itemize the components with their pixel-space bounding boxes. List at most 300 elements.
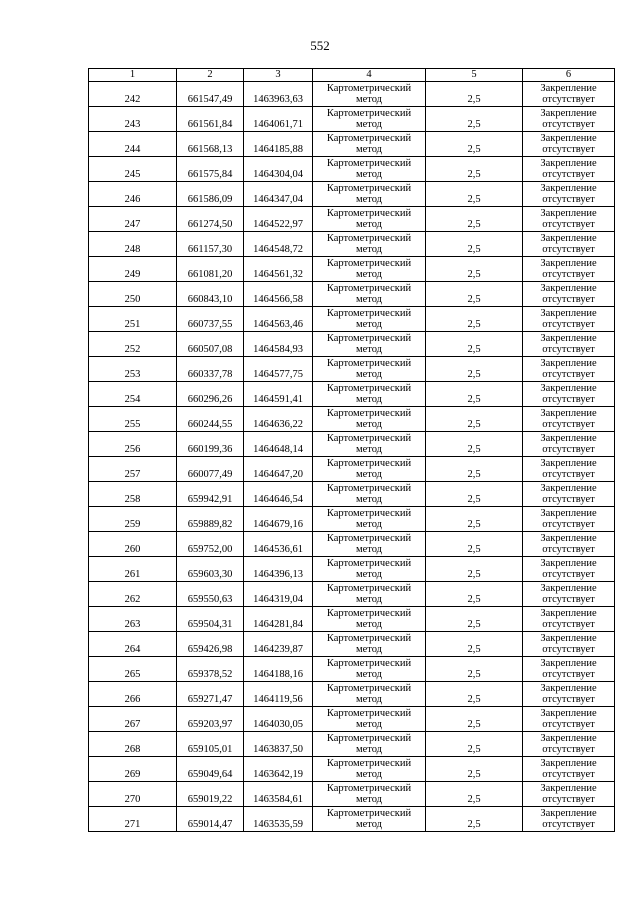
method-line-2: метод bbox=[355, 344, 383, 355]
accuracy: 2,5 bbox=[426, 432, 523, 457]
determination-method bbox=[313, 307, 426, 332]
coordinate-x: 659105,01 bbox=[177, 732, 244, 757]
fix-line-2: отсутствует bbox=[542, 519, 595, 530]
accuracy: 2,5 bbox=[426, 382, 523, 407]
accuracy: 2,5 bbox=[426, 532, 523, 557]
fixing-description bbox=[523, 157, 615, 182]
fix-line-1: Закрепление bbox=[540, 282, 597, 294]
method-line-1: Картометрический bbox=[326, 432, 412, 444]
coordinate-y: 1464636,22 bbox=[244, 407, 313, 432]
coordinate-y: 1464536,61 bbox=[244, 532, 313, 557]
method-line-2: метод bbox=[355, 644, 383, 655]
method-line-2: метод bbox=[355, 719, 383, 730]
coordinate-y: 1464061,71 bbox=[244, 107, 313, 132]
fix-line-2: отсутствует bbox=[542, 194, 595, 205]
fixing-description bbox=[523, 282, 615, 307]
coordinate-x: 661157,30 bbox=[177, 232, 244, 257]
coordinate-x: 659889,82 bbox=[177, 507, 244, 532]
determination-method bbox=[313, 82, 426, 107]
method-line-1: Картометрический bbox=[326, 782, 412, 794]
coordinate-x: 661561,84 bbox=[177, 107, 244, 132]
method-line-1: Картометрический bbox=[326, 607, 412, 619]
column-header-2: 2 bbox=[177, 69, 244, 82]
fix-line-2: отсутствует bbox=[542, 444, 595, 455]
determination-method bbox=[313, 632, 426, 657]
fix-line-2: отсутствует bbox=[542, 644, 595, 655]
accuracy: 2,5 bbox=[426, 182, 523, 207]
fix-line-1: Закрепление bbox=[540, 532, 597, 544]
fix-line-1: Закрепление bbox=[540, 357, 597, 369]
method-line-2: метод bbox=[355, 769, 383, 780]
column-header-6: 6 bbox=[523, 69, 615, 82]
fixing-description bbox=[523, 732, 615, 757]
point-number: 262 bbox=[89, 582, 177, 607]
fix-line-2: отсутствует bbox=[542, 544, 595, 555]
method-line-2: метод bbox=[355, 669, 383, 680]
column-header-1: 1 bbox=[89, 69, 177, 82]
determination-method bbox=[313, 107, 426, 132]
fix-line-2: отсутствует bbox=[542, 619, 595, 630]
accuracy: 2,5 bbox=[426, 607, 523, 632]
fixing-description bbox=[523, 107, 615, 132]
table-row bbox=[89, 682, 615, 707]
fix-line-2: отсутствует bbox=[542, 244, 595, 255]
determination-method bbox=[313, 582, 426, 607]
coordinate-x: 661568,13 bbox=[177, 132, 244, 157]
fixing-description bbox=[523, 632, 615, 657]
method-line-1: Картометрический bbox=[326, 407, 412, 419]
fix-line-1: Закрепление bbox=[540, 607, 597, 619]
determination-method bbox=[313, 807, 426, 832]
coordinate-x: 661586,09 bbox=[177, 182, 244, 207]
point-number: 251 bbox=[89, 307, 177, 332]
table-row bbox=[89, 557, 615, 582]
coordinate-x: 660077,49 bbox=[177, 457, 244, 482]
determination-method bbox=[313, 282, 426, 307]
determination-method bbox=[313, 507, 426, 532]
fix-line-2: отсутствует bbox=[542, 819, 595, 830]
table-row bbox=[89, 182, 615, 207]
fix-line-1: Закрепление bbox=[540, 807, 597, 819]
fix-line-1: Закрепление bbox=[540, 507, 597, 519]
point-number: 253 bbox=[89, 357, 177, 382]
fixing-description bbox=[523, 482, 615, 507]
coordinate-y: 1464185,88 bbox=[244, 132, 313, 157]
determination-method bbox=[313, 382, 426, 407]
fix-line-2: отсутствует bbox=[542, 219, 595, 230]
fixing-description bbox=[523, 682, 615, 707]
point-number: 249 bbox=[89, 257, 177, 282]
point-number: 270 bbox=[89, 782, 177, 807]
method-line-2: метод bbox=[355, 794, 383, 805]
table-row bbox=[89, 757, 615, 782]
determination-method bbox=[313, 207, 426, 232]
fixing-description bbox=[523, 232, 615, 257]
table-row bbox=[89, 782, 615, 807]
fixing-description bbox=[523, 532, 615, 557]
fixing-description bbox=[523, 132, 615, 157]
coordinate-y: 1464646,54 bbox=[244, 482, 313, 507]
coordinate-x: 659203,97 bbox=[177, 707, 244, 732]
coordinate-y: 1463963,63 bbox=[244, 82, 313, 107]
accuracy: 2,5 bbox=[426, 732, 523, 757]
method-line-1: Картометрический bbox=[326, 107, 412, 119]
coordinate-x: 661081,20 bbox=[177, 257, 244, 282]
fix-line-1: Закрепление bbox=[540, 782, 597, 794]
table-row bbox=[89, 157, 615, 182]
coordinate-y: 1464591,41 bbox=[244, 382, 313, 407]
method-line-1: Картометрический bbox=[326, 307, 412, 319]
accuracy: 2,5 bbox=[426, 107, 523, 132]
table-row bbox=[89, 332, 615, 357]
method-line-1: Картометрический bbox=[326, 332, 412, 344]
table-row bbox=[89, 307, 615, 332]
determination-method bbox=[313, 232, 426, 257]
method-line-1: Картометрический bbox=[326, 132, 412, 144]
fix-line-2: отсутствует bbox=[542, 569, 595, 580]
coordinate-y: 1464188,16 bbox=[244, 657, 313, 682]
coordinate-x: 659378,52 bbox=[177, 657, 244, 682]
point-number: 265 bbox=[89, 657, 177, 682]
table-row bbox=[89, 432, 615, 457]
fix-line-2: отсутствует bbox=[542, 694, 595, 705]
accuracy: 2,5 bbox=[426, 682, 523, 707]
method-line-2: метод bbox=[355, 469, 383, 480]
determination-method bbox=[313, 557, 426, 582]
coordinate-y: 1463584,61 bbox=[244, 782, 313, 807]
coordinate-x: 659271,47 bbox=[177, 682, 244, 707]
method-line-1: Картометрический bbox=[326, 582, 412, 594]
fix-line-1: Закрепление bbox=[540, 157, 597, 169]
fixing-description bbox=[523, 607, 615, 632]
coordinate-y: 1464304,04 bbox=[244, 157, 313, 182]
coordinate-y: 1464396,13 bbox=[244, 557, 313, 582]
determination-method bbox=[313, 532, 426, 557]
point-number: 247 bbox=[89, 207, 177, 232]
fix-line-1: Закрепление bbox=[540, 757, 597, 769]
determination-method bbox=[313, 657, 426, 682]
table-row bbox=[89, 507, 615, 532]
coordinate-x: 659426,98 bbox=[177, 632, 244, 657]
fix-line-1: Закрепление bbox=[540, 582, 597, 594]
fix-line-1: Закрепление bbox=[540, 557, 597, 569]
coordinate-y: 1463642,19 bbox=[244, 757, 313, 782]
coordinate-y: 1464119,56 bbox=[244, 682, 313, 707]
fix-line-2: отсутствует bbox=[542, 744, 595, 755]
determination-method bbox=[313, 482, 426, 507]
accuracy: 2,5 bbox=[426, 232, 523, 257]
coordinate-x: 659014,47 bbox=[177, 807, 244, 832]
accuracy: 2,5 bbox=[426, 582, 523, 607]
fix-line-2: отсутствует bbox=[542, 494, 595, 505]
coordinate-y: 1463837,50 bbox=[244, 732, 313, 757]
point-number: 250 bbox=[89, 282, 177, 307]
coordinate-y: 1464319,04 bbox=[244, 582, 313, 607]
method-line-1: Картометрический bbox=[326, 532, 412, 544]
accuracy: 2,5 bbox=[426, 82, 523, 107]
table-row bbox=[89, 607, 615, 632]
fix-line-2: отсутствует bbox=[542, 119, 595, 130]
fix-line-1: Закрепление bbox=[540, 382, 597, 394]
fix-line-2: отсутствует bbox=[542, 169, 595, 180]
fixing-description bbox=[523, 332, 615, 357]
method-line-2: метод bbox=[355, 419, 383, 430]
table-row bbox=[89, 132, 615, 157]
method-line-1: Картометрический bbox=[326, 632, 412, 644]
accuracy: 2,5 bbox=[426, 157, 523, 182]
table-header-row bbox=[89, 69, 615, 82]
point-number: 243 bbox=[89, 107, 177, 132]
fix-line-2: отсутствует bbox=[542, 669, 595, 680]
method-line-2: метод bbox=[355, 569, 383, 580]
table-row bbox=[89, 232, 615, 257]
determination-method bbox=[313, 732, 426, 757]
accuracy: 2,5 bbox=[426, 482, 523, 507]
fixing-description bbox=[523, 457, 615, 482]
coordinate-y: 1464522,97 bbox=[244, 207, 313, 232]
fixing-description bbox=[523, 207, 615, 232]
method-line-2: метод bbox=[355, 594, 383, 605]
method-line-2: метод bbox=[355, 144, 383, 155]
fix-line-1: Закрепление bbox=[540, 307, 597, 319]
determination-method bbox=[313, 782, 426, 807]
fix-line-1: Закрепление bbox=[540, 732, 597, 744]
fix-line-1: Закрепление bbox=[540, 682, 597, 694]
fix-line-2: отсутствует bbox=[542, 294, 595, 305]
coordinate-x: 660337,78 bbox=[177, 357, 244, 382]
fix-line-1: Закрепление bbox=[540, 82, 597, 94]
fix-line-2: отсутствует bbox=[542, 719, 595, 730]
determination-method bbox=[313, 607, 426, 632]
fix-line-2: отсутствует bbox=[542, 394, 595, 405]
point-number: 252 bbox=[89, 332, 177, 357]
table-row bbox=[89, 582, 615, 607]
fix-line-1: Закрепление bbox=[540, 132, 597, 144]
method-line-2: метод bbox=[355, 319, 383, 330]
fixing-description bbox=[523, 432, 615, 457]
point-number: 258 bbox=[89, 482, 177, 507]
coordinate-y: 1464239,87 bbox=[244, 632, 313, 657]
accuracy: 2,5 bbox=[426, 757, 523, 782]
page-number: 552 bbox=[310, 38, 330, 53]
method-line-2: метод bbox=[355, 94, 383, 105]
method-line-2: метод bbox=[355, 244, 383, 255]
method-line-2: метод bbox=[355, 369, 383, 380]
method-line-1: Картометрический bbox=[326, 682, 412, 694]
method-line-1: Картометрический bbox=[326, 207, 412, 219]
table-row bbox=[89, 207, 615, 232]
method-line-1: Картометрический bbox=[326, 82, 412, 94]
method-line-2: метод bbox=[355, 819, 383, 830]
method-line-2: метод bbox=[355, 294, 383, 305]
method-line-1: Картометрический bbox=[326, 507, 412, 519]
fixing-description bbox=[523, 182, 615, 207]
method-line-1: Картометрический bbox=[326, 482, 412, 494]
point-number: 248 bbox=[89, 232, 177, 257]
fix-line-2: отсутствует bbox=[542, 319, 595, 330]
method-line-2: метод bbox=[355, 394, 383, 405]
fixing-description bbox=[523, 407, 615, 432]
coordinate-x: 661547,49 bbox=[177, 82, 244, 107]
method-line-1: Картометрический bbox=[326, 357, 412, 369]
method-line-1: Картометрический bbox=[326, 732, 412, 744]
method-line-2: метод bbox=[355, 519, 383, 530]
coordinate-y: 1464347,04 bbox=[244, 182, 313, 207]
accuracy: 2,5 bbox=[426, 207, 523, 232]
table-row bbox=[89, 657, 615, 682]
accuracy: 2,5 bbox=[426, 807, 523, 832]
coordinate-x: 659504,31 bbox=[177, 607, 244, 632]
coordinate-x: 659942,91 bbox=[177, 482, 244, 507]
coordinate-x: 660199,36 bbox=[177, 432, 244, 457]
column-header-3: 3 bbox=[244, 69, 313, 82]
coordinate-x: 659019,22 bbox=[177, 782, 244, 807]
point-number: 257 bbox=[89, 457, 177, 482]
point-number: 261 bbox=[89, 557, 177, 582]
accuracy: 2,5 bbox=[426, 457, 523, 482]
point-number: 269 bbox=[89, 757, 177, 782]
accuracy: 2,5 bbox=[426, 782, 523, 807]
table-row bbox=[89, 407, 615, 432]
accuracy: 2,5 bbox=[426, 407, 523, 432]
coordinate-x: 659049,64 bbox=[177, 757, 244, 782]
fix-line-1: Закрепление bbox=[540, 232, 597, 244]
accuracy: 2,5 bbox=[426, 357, 523, 382]
method-line-2: метод bbox=[355, 694, 383, 705]
point-number: 266 bbox=[89, 682, 177, 707]
table-row bbox=[89, 807, 615, 832]
fix-line-1: Закрепление bbox=[540, 107, 597, 119]
determination-method bbox=[313, 182, 426, 207]
fix-line-1: Закрепление bbox=[540, 657, 597, 669]
method-line-1: Картометрический bbox=[326, 757, 412, 769]
method-line-1: Картометрический bbox=[326, 557, 412, 569]
coordinate-x: 659603,30 bbox=[177, 557, 244, 582]
fixing-description bbox=[523, 357, 615, 382]
method-line-2: метод bbox=[355, 219, 383, 230]
coordinate-x: 660507,08 bbox=[177, 332, 244, 357]
method-line-1: Картометрический bbox=[326, 157, 412, 169]
point-number: 244 bbox=[89, 132, 177, 157]
point-number: 263 bbox=[89, 607, 177, 632]
fixing-description bbox=[523, 757, 615, 782]
method-line-2: метод bbox=[355, 119, 383, 130]
fixing-description bbox=[523, 307, 615, 332]
determination-method bbox=[313, 757, 426, 782]
method-line-1: Картометрический bbox=[326, 457, 412, 469]
fixing-description bbox=[523, 557, 615, 582]
coordinate-y: 1464281,84 bbox=[244, 607, 313, 632]
fix-line-2: отсутствует bbox=[542, 469, 595, 480]
fixing-description bbox=[523, 707, 615, 732]
coordinate-y: 1464030,05 bbox=[244, 707, 313, 732]
fixing-description bbox=[523, 657, 615, 682]
method-line-1: Картометрический bbox=[326, 232, 412, 244]
fix-line-1: Закрепление bbox=[540, 257, 597, 269]
method-line-1: Картометрический bbox=[326, 382, 412, 394]
table-row bbox=[89, 357, 615, 382]
determination-method bbox=[313, 357, 426, 382]
method-line-2: метод bbox=[355, 194, 383, 205]
method-line-1: Картометрический bbox=[326, 657, 412, 669]
accuracy: 2,5 bbox=[426, 332, 523, 357]
fix-line-1: Закрепление bbox=[540, 457, 597, 469]
fixing-description bbox=[523, 507, 615, 532]
method-line-1: Картометрический bbox=[326, 807, 412, 819]
coordinate-y: 1464561,32 bbox=[244, 257, 313, 282]
determination-method bbox=[313, 407, 426, 432]
fix-line-2: отсутствует bbox=[542, 144, 595, 155]
accuracy: 2,5 bbox=[426, 132, 523, 157]
table-row bbox=[89, 457, 615, 482]
method-line-1: Картометрический bbox=[326, 257, 412, 269]
accuracy: 2,5 bbox=[426, 507, 523, 532]
point-number: 242 bbox=[89, 82, 177, 107]
fix-line-1: Закрепление bbox=[540, 207, 597, 219]
determination-method bbox=[313, 432, 426, 457]
fix-line-2: отсутствует bbox=[542, 94, 595, 105]
table-row bbox=[89, 107, 615, 132]
fix-line-2: отсутствует bbox=[542, 419, 595, 430]
fix-line-1: Закрепление bbox=[540, 432, 597, 444]
table-row bbox=[89, 282, 615, 307]
method-line-2: метод bbox=[355, 169, 383, 180]
determination-method bbox=[313, 257, 426, 282]
table-row bbox=[89, 257, 615, 282]
fix-line-1: Закрепление bbox=[540, 332, 597, 344]
coordinate-y: 1464647,20 bbox=[244, 457, 313, 482]
method-line-1: Картометрический bbox=[326, 707, 412, 719]
coordinates-table bbox=[88, 68, 615, 832]
table-row bbox=[89, 732, 615, 757]
fix-line-1: Закрепление bbox=[540, 482, 597, 494]
table-row bbox=[89, 382, 615, 407]
point-number: 267 bbox=[89, 707, 177, 732]
point-number: 260 bbox=[89, 532, 177, 557]
point-number: 256 bbox=[89, 432, 177, 457]
accuracy: 2,5 bbox=[426, 632, 523, 657]
determination-method bbox=[313, 132, 426, 157]
accuracy: 2,5 bbox=[426, 557, 523, 582]
method-line-2: метод bbox=[355, 269, 383, 280]
point-number: 268 bbox=[89, 732, 177, 757]
determination-method bbox=[313, 332, 426, 357]
coordinate-y: 1464548,72 bbox=[244, 232, 313, 257]
column-header-4: 4 bbox=[313, 69, 426, 82]
point-number: 255 bbox=[89, 407, 177, 432]
fixing-description bbox=[523, 582, 615, 607]
accuracy: 2,5 bbox=[426, 307, 523, 332]
coordinate-x: 660737,55 bbox=[177, 307, 244, 332]
accuracy: 2,5 bbox=[426, 707, 523, 732]
coordinate-x: 661575,84 bbox=[177, 157, 244, 182]
coordinate-x: 659550,63 bbox=[177, 582, 244, 607]
fixing-description bbox=[523, 382, 615, 407]
coordinate-y: 1464584,93 bbox=[244, 332, 313, 357]
coordinate-y: 1464563,46 bbox=[244, 307, 313, 332]
fixing-description bbox=[523, 257, 615, 282]
fix-line-2: отсутствует bbox=[542, 769, 595, 780]
method-line-2: метод bbox=[355, 619, 383, 630]
table-row bbox=[89, 707, 615, 732]
coordinate-y: 1464577,75 bbox=[244, 357, 313, 382]
point-number: 259 bbox=[89, 507, 177, 532]
point-number: 264 bbox=[89, 632, 177, 657]
coordinate-x: 660244,55 bbox=[177, 407, 244, 432]
accuracy: 2,5 bbox=[426, 657, 523, 682]
column-header-5: 5 bbox=[426, 69, 523, 82]
method-line-2: метод bbox=[355, 494, 383, 505]
